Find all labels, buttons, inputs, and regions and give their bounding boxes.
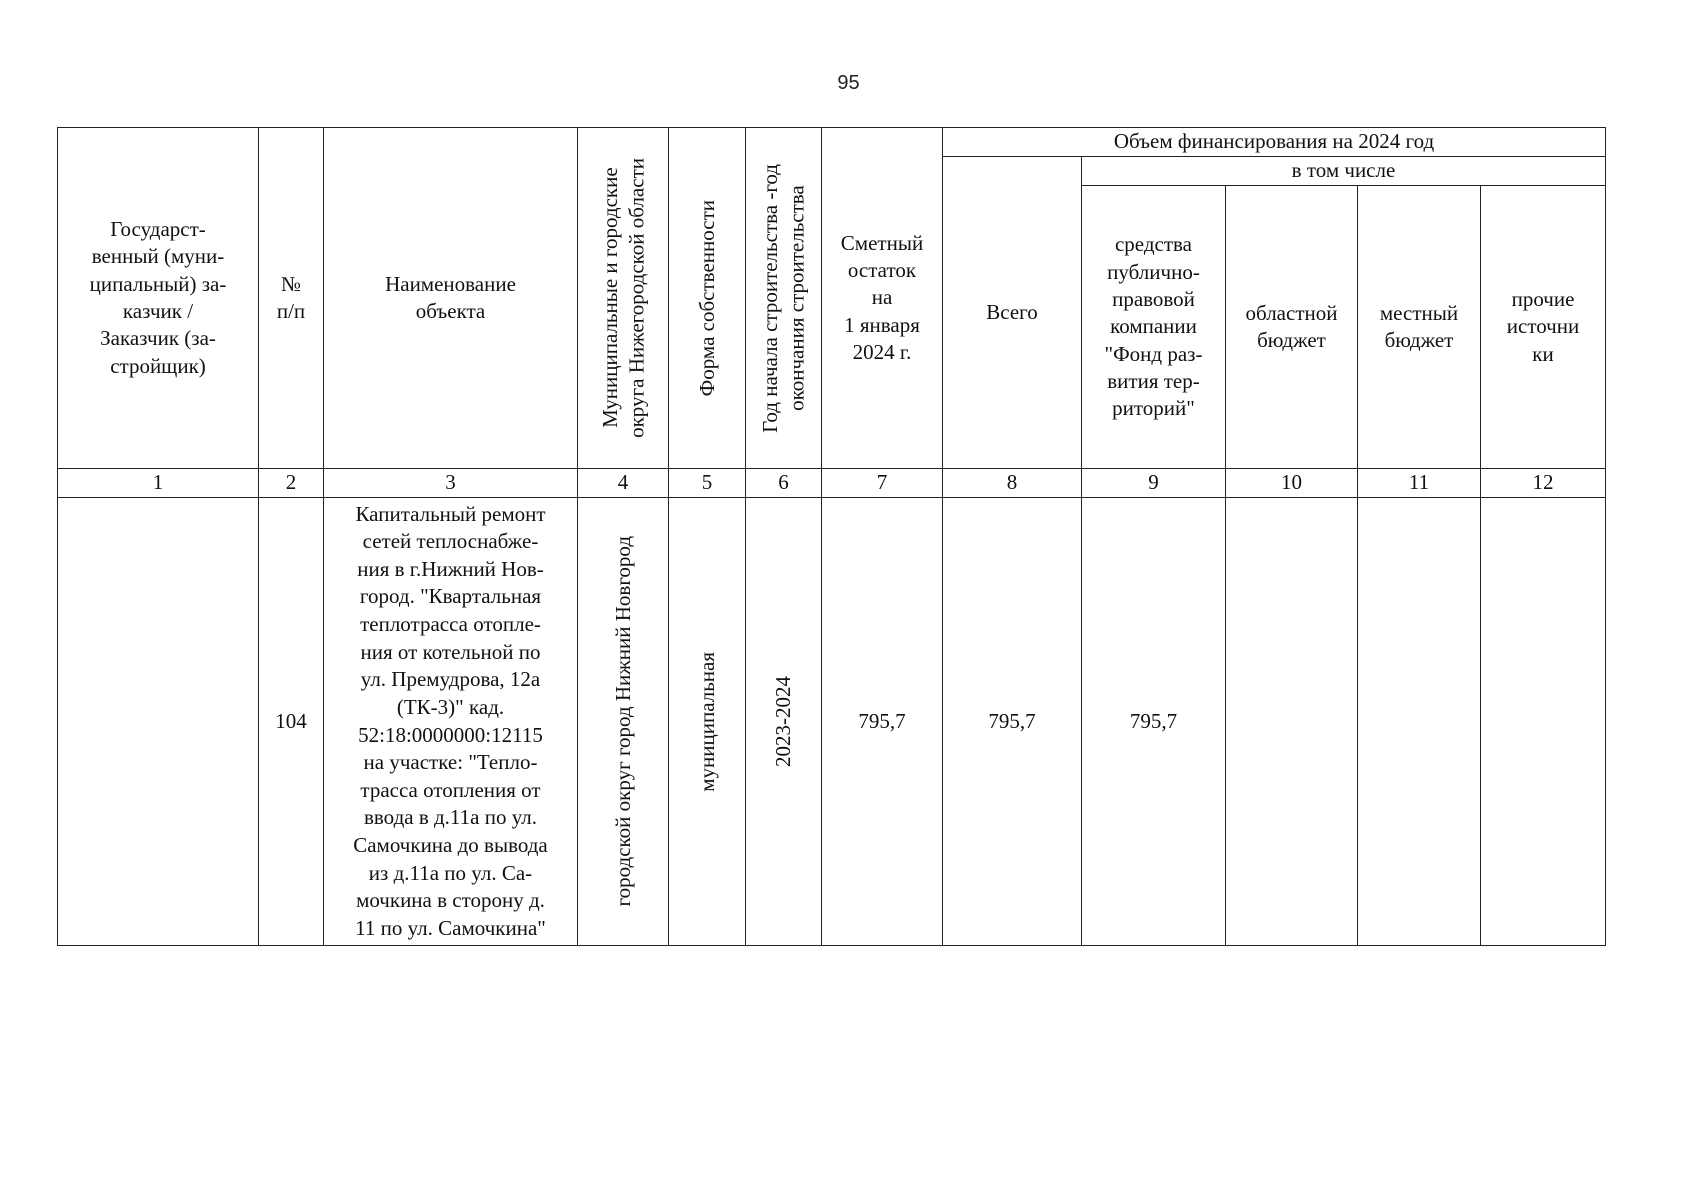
row-municipality: городской округ город Нижний Новгород: [578, 498, 669, 946]
column-number: 6: [746, 469, 822, 498]
header-ownership: Форма собственности: [669, 128, 746, 469]
column-number: 10: [1226, 469, 1358, 498]
table-row: [58, 498, 1606, 946]
header-other: прочие источни ки: [1481, 186, 1606, 469]
row-other: [1481, 498, 1606, 946]
column-number: 8: [943, 469, 1082, 498]
column-number: 2: [259, 469, 324, 498]
row-number: 104: [259, 498, 324, 946]
row-customer: [58, 498, 259, 946]
header-object-name: Наименование объекта: [324, 128, 578, 469]
column-number: 9: [1082, 469, 1226, 498]
column-number-row: [58, 469, 1606, 498]
column-number: 4: [578, 469, 669, 498]
column-number: 1: [58, 469, 259, 498]
header-total: Всего: [943, 157, 1082, 469]
financing-table: [57, 127, 1606, 946]
column-number: 5: [669, 469, 746, 498]
header-regional: областной бюджет: [1226, 186, 1358, 469]
column-number: 7: [822, 469, 943, 498]
row-years: 2023-2024: [746, 498, 822, 946]
header-including: в том числе: [1082, 157, 1606, 186]
column-number: 12: [1481, 469, 1606, 498]
header-local: местный бюджет: [1358, 186, 1481, 469]
row-regional: [1226, 498, 1358, 946]
header-years: Год начала строительства -год окончания строительства: [746, 128, 822, 469]
header-municipality: Муниципальные и городские округа Нижегородской области: [578, 128, 669, 469]
column-number: 11: [1358, 469, 1481, 498]
row-total: 795,7: [943, 498, 1082, 946]
row-ownership: муниципальная: [669, 498, 746, 946]
row-estimate: 795,7: [822, 498, 943, 946]
row-object-name: Капитальный ремонт сетей теплоснабже- ния в г.Нижний Нов- город. "Квартальная теплотрасса отопле- ния от котельной по ул. Премудрова, 12а (ТК-3)" кад. 52:18:0000000:12115 на участке: "Тепло- трасса отопления от ввода в д.11а по ул. Самочкина до вывода из д.11а по ул. Са- мочкина в сторону д. 11 по ул. Самочкина": [324, 498, 578, 946]
header-number: № п/п: [259, 128, 324, 469]
row-fund: 795,7: [1082, 498, 1226, 946]
page-number: 95: [837, 72, 860, 94]
header-financing: Объем финансирования на 2024 год: [943, 128, 1606, 157]
header-customer: Государст- венный (муни- ципальный) за- казчик / Заказчик (за- стройщик): [58, 128, 259, 469]
header-fund: средства публично- правовой компании "Фонд раз- вития тер- риторий": [1082, 186, 1226, 469]
row-local: [1358, 498, 1481, 946]
header-estimate: Сметный остаток на 1 января 2024 г.: [822, 128, 943, 469]
column-number: 3: [324, 469, 578, 498]
